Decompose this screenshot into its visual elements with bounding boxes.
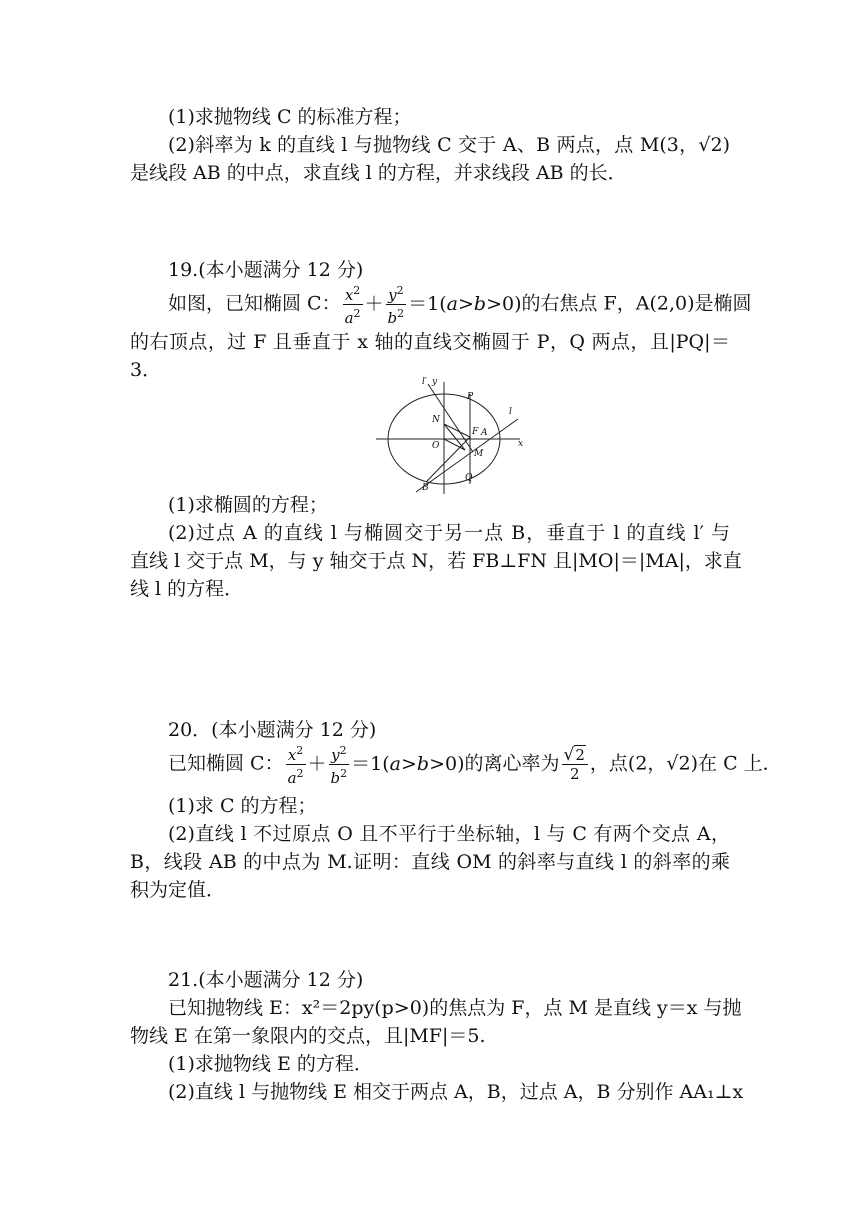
p19-stem-line1 — [168, 282, 752, 327]
label-q: Q — [465, 473, 473, 483]
label-a: A — [481, 428, 488, 438]
p19-question-2-line2: 直线 l 交于点 M，与 y 轴交于点 N，若 FB⊥FN 且|MO|＝|MA|，求直 — [130, 550, 742, 572]
p19-header: 19.(本小题满分 12 分) — [168, 259, 364, 281]
label-x: x — [518, 439, 524, 449]
p21-header: 21.(本小题满分 12 分) — [168, 969, 364, 991]
p20-question-2-line1: (2)直线 l 不过原点 O 且不平行于坐标轴，l 与 C 有两个交点 A， — [168, 823, 730, 845]
segment-nm — [444, 424, 465, 450]
p18-question-2-line1: (2)斜率为 k 的直线 l 与抛物线 C 交于 A、B 两点，点 M(3，√2) — [168, 134, 730, 156]
label-f: F — [472, 427, 479, 437]
p19-question-1: (1)求椭圆的方程； — [168, 494, 328, 516]
p19-stem-line2: 的右顶点，过 F 且垂直于 x 轴的直线交椭圆于 P，Q 两点，且|PQ|＝ — [130, 331, 730, 353]
p21-stem-line2: 物线 E 在第一象限内的交点，且|MF|＝5. — [130, 1025, 486, 1047]
p19-question-2-line3: 线 l 的方程． — [130, 578, 244, 600]
p19-ellipse-equation: $\frac{x^2}{a^2}$ ＋ $\frac{y^2}{b^2}$ ＝1(a>b>0) — [344, 284, 522, 327]
segment-nf — [444, 424, 470, 437]
p20-question-2-line2: B，线段 AB 的中点为 M.证明：直线 OM 的斜率与直线 l 的斜率的乘 — [130, 851, 730, 873]
p19-stem-tail: 的右焦点 F，A(2,0)是椭圆 — [521, 292, 752, 315]
p21-question-2-line1: (2)直线 l 与抛物线 E 相交于两点 A，B，过点 A，B 分别作 AA₁⊥x — [168, 1081, 744, 1103]
label-m: M — [474, 449, 484, 459]
label-o: O — [432, 441, 440, 451]
p20-stem-lead: 已知椭圆 C： — [168, 752, 284, 775]
p18-question-2-line2: 是线段 AB 的中点，求直线 l 的方程，并求线段 AB 的长． — [130, 162, 627, 184]
p21-question-1: (1)求抛物线 E 的方程． — [168, 1053, 373, 1075]
p20-eccentricity: $\frac{√2}{2}$ — [562, 746, 588, 783]
p20-question-1: (1)求 C 的方程； — [168, 795, 317, 817]
ellipse-figure — [370, 374, 530, 496]
p19-stem-lead: 如图，已知椭圆 C： — [168, 292, 341, 315]
p20-stem-mid: 的离心率为 — [464, 752, 560, 775]
label-p: P — [467, 392, 474, 402]
label-y: y — [432, 377, 438, 387]
p20-question-2-line3: 积为定值． — [130, 879, 226, 901]
p21-stem-line1: 已知抛物线 E：x²＝2py(p>0)的焦点为 F，点 M 是直线 y＝x 与抛 — [168, 997, 742, 1019]
p20-ellipse-equation: $\frac{x^2}{a^2}$ ＋ $\frac{y^2}{b^2}$ ＝1(a>b>0) — [287, 744, 465, 787]
p20-header: 20．(本小题满分 12 分) — [168, 719, 377, 741]
p19-stem-line3: 3． — [130, 359, 162, 381]
p20-stem-tail: ，点(2，√2)在 C 上． — [589, 752, 782, 775]
label-l-prime: l′ — [422, 377, 427, 387]
p20-stem-line1 — [168, 742, 782, 787]
p18-question-1: (1)求抛物线 C 的标准方程； — [168, 106, 412, 128]
segment-om — [444, 439, 465, 450]
p19-question-2-line1: (2)过点 A 的直线 l 与椭圆交于另一点 B，垂直于 l 的直线 l′ 与 — [168, 522, 730, 544]
label-b: B — [422, 483, 429, 493]
label-n: N — [432, 415, 440, 425]
label-l: l — [509, 407, 512, 417]
